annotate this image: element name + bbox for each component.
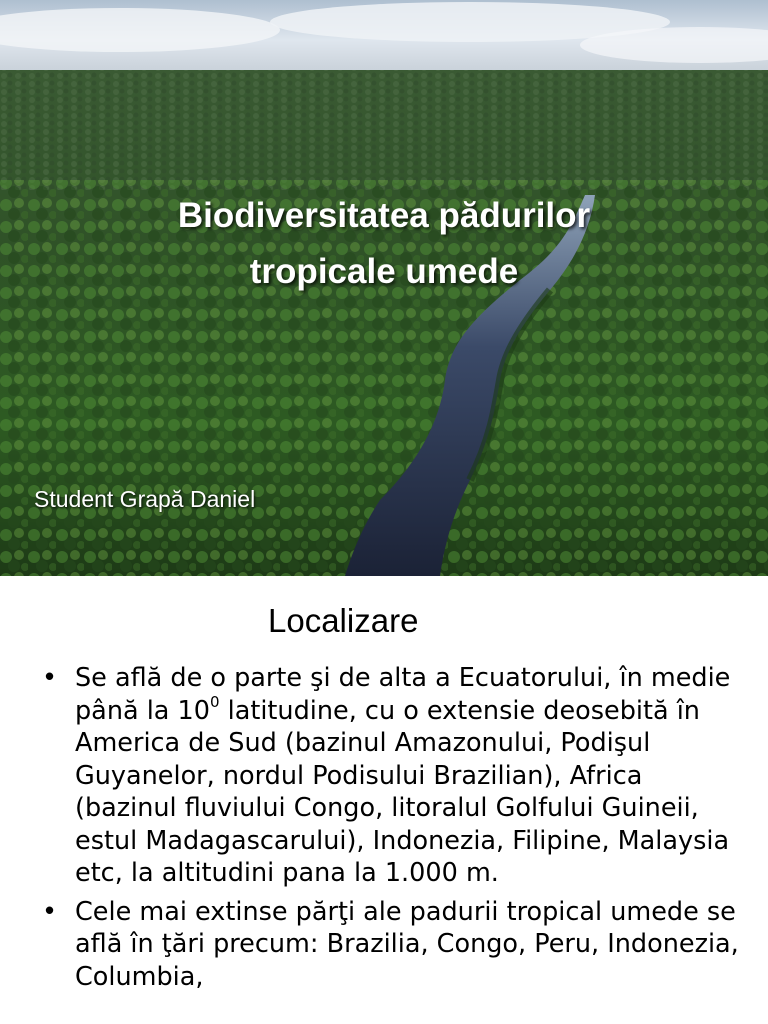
slide-title <box>64 188 704 300</box>
bullet-item-1 <box>42 662 742 890</box>
slide-title-line-1: Biodiversitatea pădurilor <box>177 196 591 235</box>
bullet-2-text: Cele mai extinse părţi ale padurii tropical umede se află în ţări precum: Brazilia, Congo, Peru, Indonezia, Columbia, <box>75 896 739 992</box>
bullet-1-text-start: Se află de o parte şi de alta a Ecuatorului, în medie până la 10 <box>75 663 731 726</box>
bullet-icon: • <box>42 896 58 927</box>
bullet-item-2 <box>42 896 742 994</box>
bullet-1-text-end: latitudine, cu o extensie deosebită în America de Sud (bazinul Amazonului, Podişul Guyanelor, nordul Podisului Brazilian), Africa (bazinul fluviului Congo, litoralul Golfului Guineii, estul Madagascarului), Indonezia, Filipine, Malaysia etc, la altitudini pana la 1.000 m. <box>75 695 730 888</box>
bullet-list <box>42 662 742 999</box>
slide-title-line-2: tropicale umede <box>249 252 519 291</box>
section-heading: Localizare <box>268 602 419 639</box>
localizare-slide <box>0 576 768 1024</box>
slide-author: Student Grapă Daniel <box>34 486 256 512</box>
bullet-1-superscript: 0 <box>209 693 220 711</box>
bullet-icon: • <box>42 663 58 693</box>
